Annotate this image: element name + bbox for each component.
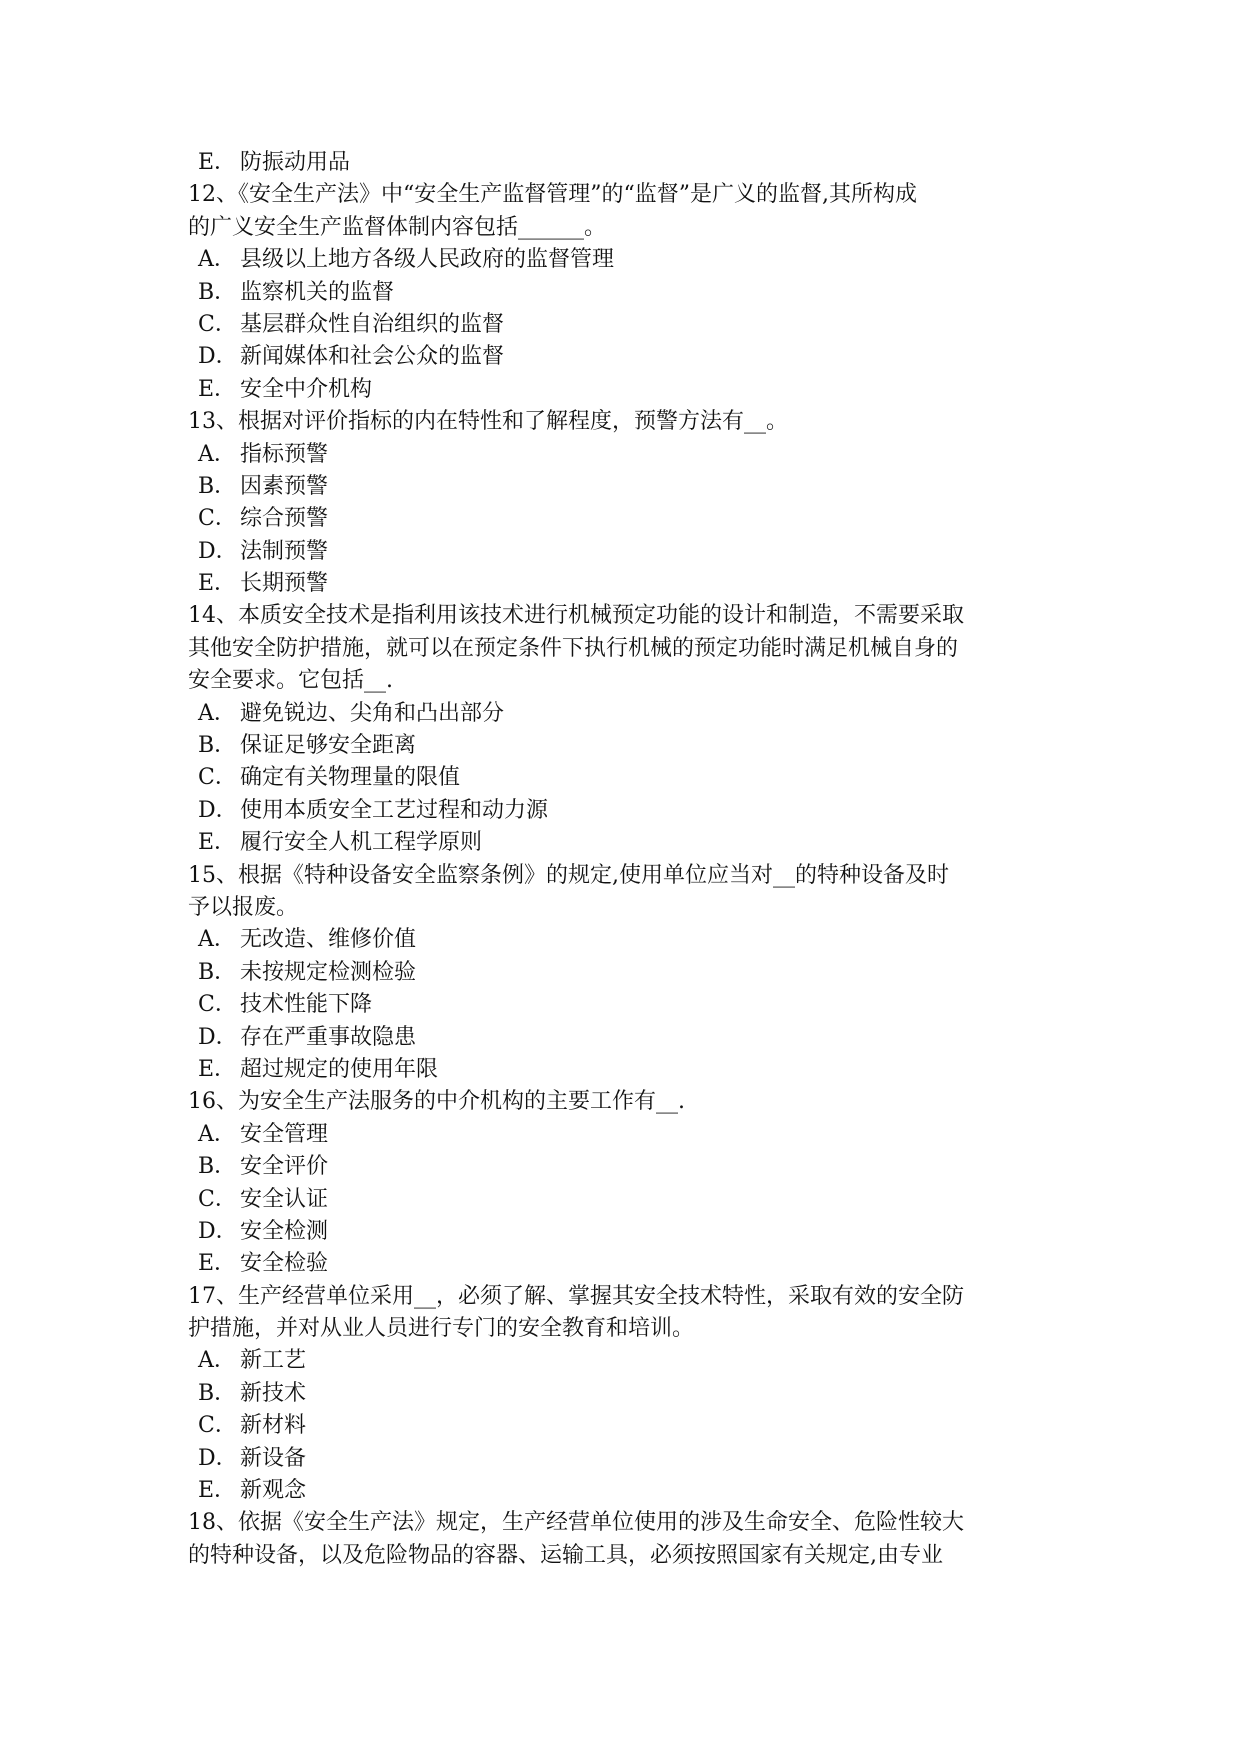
option-text: 使用本质安全工艺过程和动力源 (240, 797, 549, 823)
option-letter: A． (198, 441, 236, 467)
option-letter: E． (198, 376, 237, 402)
question-continuation: 护措施，并对从业人员进行专门的安全教育和培训。 (188, 1316, 695, 1342)
option-letter: C． (198, 1186, 237, 1212)
answer-option (188, 1022, 1058, 1054)
option-text: 县级以上地方各级人民政府的监督管理 (240, 247, 615, 273)
answer-option (188, 1443, 1058, 1475)
answer-option (188, 1248, 1058, 1280)
option-letter: B． (198, 733, 237, 759)
answer-option (188, 309, 1058, 341)
option-text: 安全认证 (240, 1186, 329, 1212)
answer-option (188, 1184, 1058, 1216)
option-letter: A． (198, 1121, 236, 1147)
option-text: 存在严重事故隐患 (240, 1024, 417, 1050)
question-continuation: 安全要求。它包括__. (188, 668, 393, 694)
answer-option (188, 471, 1058, 503)
option-text: 安全中介机构 (240, 376, 373, 402)
question-text: 17、生产经营单位采用__，必须了解、掌握其安全技术特性，采取有效的安全防 (188, 1283, 964, 1309)
answer-option (188, 924, 1058, 956)
option-text: 未按规定检测检验 (240, 959, 417, 985)
document-page (188, 147, 1058, 1572)
answer-option (188, 277, 1058, 309)
question-continuation: 的广义安全生产监督体制内容包括______。 (188, 214, 607, 240)
answer-option (188, 827, 1058, 859)
option-text: 新材料 (240, 1413, 307, 1439)
option-letter: C． (198, 765, 237, 791)
option-letter: C． (198, 992, 237, 1018)
option-letter: B． (198, 1380, 237, 1406)
question-text: 15、根据《特种设备安全监察条例》的规定,使用单位应当对__的特种设备及时 (188, 862, 949, 888)
option-text: 确定有关物理量的限值 (240, 765, 461, 791)
answer-option (188, 1378, 1058, 1410)
option-letter: A． (198, 927, 236, 953)
option-letter: C． (198, 506, 237, 532)
option-letter: A． (198, 700, 236, 726)
option-text: 履行安全人机工程学原则 (240, 830, 483, 856)
option-letter: E． (198, 830, 237, 856)
answer-option (188, 439, 1058, 471)
answer-option (188, 795, 1058, 827)
option-text: 安全检验 (240, 1251, 329, 1277)
option-text: 法制预警 (240, 538, 329, 564)
option-letter: E． (198, 1478, 237, 1504)
option-text: 监察机关的监督 (240, 279, 395, 305)
answer-option (188, 568, 1058, 600)
answer-option (188, 1475, 1058, 1507)
answer-option (188, 341, 1058, 373)
option-letter: D． (198, 1024, 238, 1050)
answer-option (188, 536, 1058, 568)
answer-option (188, 1119, 1058, 1151)
answer-option (188, 989, 1058, 1021)
option-text: 技术性能下降 (240, 992, 373, 1018)
answer-option (188, 957, 1058, 989)
option-letter: C． (198, 1413, 237, 1439)
option-letter: E． (198, 571, 237, 597)
option-letter: D． (198, 1445, 238, 1471)
question-text: 14、本质安全技术是指利用该技术进行机械预定功能的设计和制造，不需要采取 (188, 603, 964, 629)
question-continuation: 予以报废。 (188, 894, 299, 920)
question-continuation: 的特种设备，以及危险物品的容器、运输工具，必须按照国家有关规定,由专业 (188, 1542, 943, 1568)
question-text: 12、《安全生产法》中“安全生产监督管理”的“监督”是广义的监督,其所构成 (188, 182, 917, 208)
option-text: 安全检测 (240, 1218, 329, 1244)
question-continuation: 其他安全防护措施，就可以在预定条件下执行机械的预定功能时满足机械自身的 (188, 635, 959, 661)
option-text: 综合预警 (240, 506, 329, 532)
option-letter: D． (198, 1218, 238, 1244)
option-letter: A． (198, 247, 236, 273)
option-letter: E． (198, 150, 237, 175)
option-text: 新闻媒体和社会公众的监督 (240, 344, 505, 370)
answer-option (188, 374, 1058, 406)
option-text: 无改造、维修价值 (240, 927, 417, 953)
answer-option (188, 1345, 1058, 1377)
option-text: 防振动用品 (240, 150, 351, 175)
option-text: 安全管理 (240, 1121, 329, 1147)
option-text: 超过规定的使用年限 (240, 1056, 439, 1082)
option-letter: B． (198, 959, 237, 985)
question-text: 16、为安全生产法服务的中介机构的主要工作有__. (188, 1089, 685, 1115)
option-text: 基层群众性自治组织的监督 (240, 311, 505, 337)
option-letter: D． (198, 538, 238, 564)
answer-option (188, 1410, 1058, 1442)
option-letter: B． (198, 279, 237, 305)
option-text: 保证足够安全距离 (240, 733, 417, 759)
option-text: 新技术 (240, 1380, 307, 1406)
option-text: 长期预警 (240, 571, 329, 597)
option-letter: B． (198, 1154, 237, 1180)
answer-option (188, 762, 1058, 794)
option-letter: B． (198, 473, 237, 499)
option-text: 新设备 (240, 1445, 307, 1471)
answer-option (188, 147, 1058, 179)
answer-option (188, 1216, 1058, 1248)
answer-option (188, 1151, 1058, 1183)
question-text: 18、依据《安全生产法》规定，生产经营单位使用的涉及生命安全、危险性较大 (188, 1510, 964, 1536)
option-text: 安全评价 (240, 1154, 329, 1180)
answer-option (188, 698, 1058, 730)
option-text: 避免锐边、尖角和凸出部分 (240, 700, 505, 726)
option-letter: C． (198, 311, 237, 337)
option-letter: E． (198, 1251, 237, 1277)
option-letter: E． (198, 1056, 237, 1082)
question-text: 13、根据对评价指标的内在特性和了解程度，预警方法有__。 (188, 409, 788, 435)
answer-option (188, 244, 1058, 276)
option-letter: A． (198, 1348, 236, 1374)
answer-option (188, 1054, 1058, 1086)
option-text: 指标预警 (240, 441, 329, 467)
option-text: 因素预警 (240, 473, 329, 499)
option-text: 新观念 (240, 1478, 307, 1504)
answer-option (188, 730, 1058, 762)
answer-option (188, 503, 1058, 535)
option-letter: D． (198, 797, 238, 823)
option-text: 新工艺 (240, 1348, 307, 1374)
option-letter: D． (198, 344, 238, 370)
